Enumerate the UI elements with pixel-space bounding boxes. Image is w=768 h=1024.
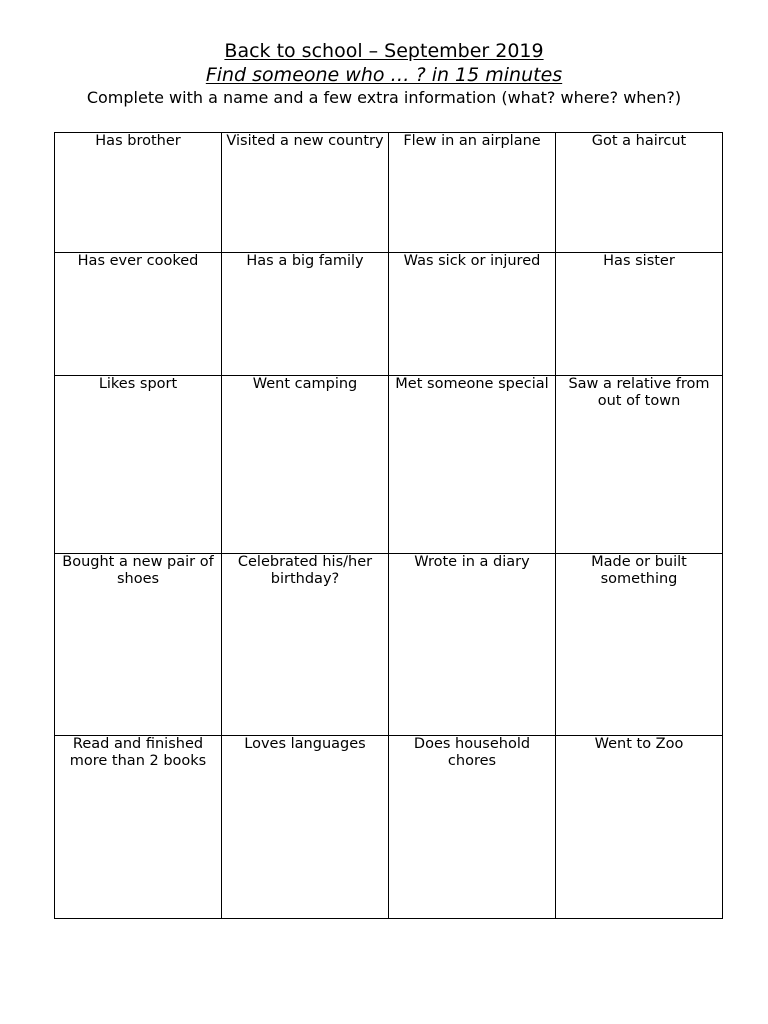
grid-cell[interactable] xyxy=(222,133,389,253)
grid-cell[interactable] xyxy=(222,736,389,919)
grid-row xyxy=(55,376,723,554)
cell-prompt: Went to Zoo xyxy=(594,736,684,752)
grid-cell[interactable] xyxy=(556,253,723,376)
grid-row xyxy=(55,736,723,919)
grid-row xyxy=(55,253,723,376)
page-title: Back to school – September 2019 xyxy=(224,40,544,62)
grid-cell[interactable] xyxy=(222,554,389,736)
grid-cell[interactable] xyxy=(389,554,556,736)
instructions-text: Complete with a name and a few extra information (what? where? when?) xyxy=(86,88,682,107)
cell-prompt: Got a haircut xyxy=(591,133,687,149)
grid-cell[interactable] xyxy=(556,554,723,736)
grid-cell[interactable] xyxy=(556,376,723,554)
cell-prompt: Met someone special xyxy=(395,376,549,392)
cell-prompt: Has brother xyxy=(95,133,181,149)
cell-prompt: Has sister xyxy=(603,253,675,269)
cell-prompt: Celebrated his/her birthday? xyxy=(237,554,373,587)
cell-prompt: Loves languages xyxy=(244,736,366,752)
worksheet-header xyxy=(0,39,768,109)
cell-prompt: Likes sport xyxy=(98,376,178,392)
cell-prompt: Wrote in a diary xyxy=(414,554,530,570)
cell-prompt: Has ever cooked xyxy=(77,253,199,269)
grid-cell[interactable] xyxy=(55,253,222,376)
cell-prompt: Made or built something xyxy=(591,554,687,587)
grid-cell[interactable] xyxy=(55,554,222,736)
grid-cell[interactable] xyxy=(556,133,723,253)
grid-row xyxy=(55,554,723,736)
find-someone-grid xyxy=(54,132,723,919)
grid-cell[interactable] xyxy=(389,133,556,253)
cell-prompt: Flew in an airplane xyxy=(403,133,541,149)
page-subtitle: Find someone who … ? in 15 minutes xyxy=(205,64,563,86)
cell-prompt: Has a big family xyxy=(246,253,364,269)
grid-cell[interactable] xyxy=(55,133,222,253)
cell-prompt: Visited a new country xyxy=(226,133,384,149)
grid-cell[interactable] xyxy=(556,736,723,919)
grid-cell[interactable] xyxy=(222,376,389,554)
grid-cell[interactable] xyxy=(222,253,389,376)
grid-cell[interactable] xyxy=(389,376,556,554)
grid-cell[interactable] xyxy=(55,736,222,919)
cell-prompt: Read and finished more than 2 books xyxy=(69,736,207,769)
grid-cell[interactable] xyxy=(389,253,556,376)
cell-prompt: Saw a relative from out of town xyxy=(568,376,710,409)
cell-prompt: Was sick or injured xyxy=(403,253,541,269)
grid-cell[interactable] xyxy=(55,376,222,554)
cell-prompt: Bought a new pair of shoes xyxy=(62,554,214,587)
grid-cell[interactable] xyxy=(389,736,556,919)
cell-prompt: Does household chores xyxy=(413,736,531,769)
grid-row xyxy=(55,133,723,253)
cell-prompt: Went camping xyxy=(252,376,358,392)
